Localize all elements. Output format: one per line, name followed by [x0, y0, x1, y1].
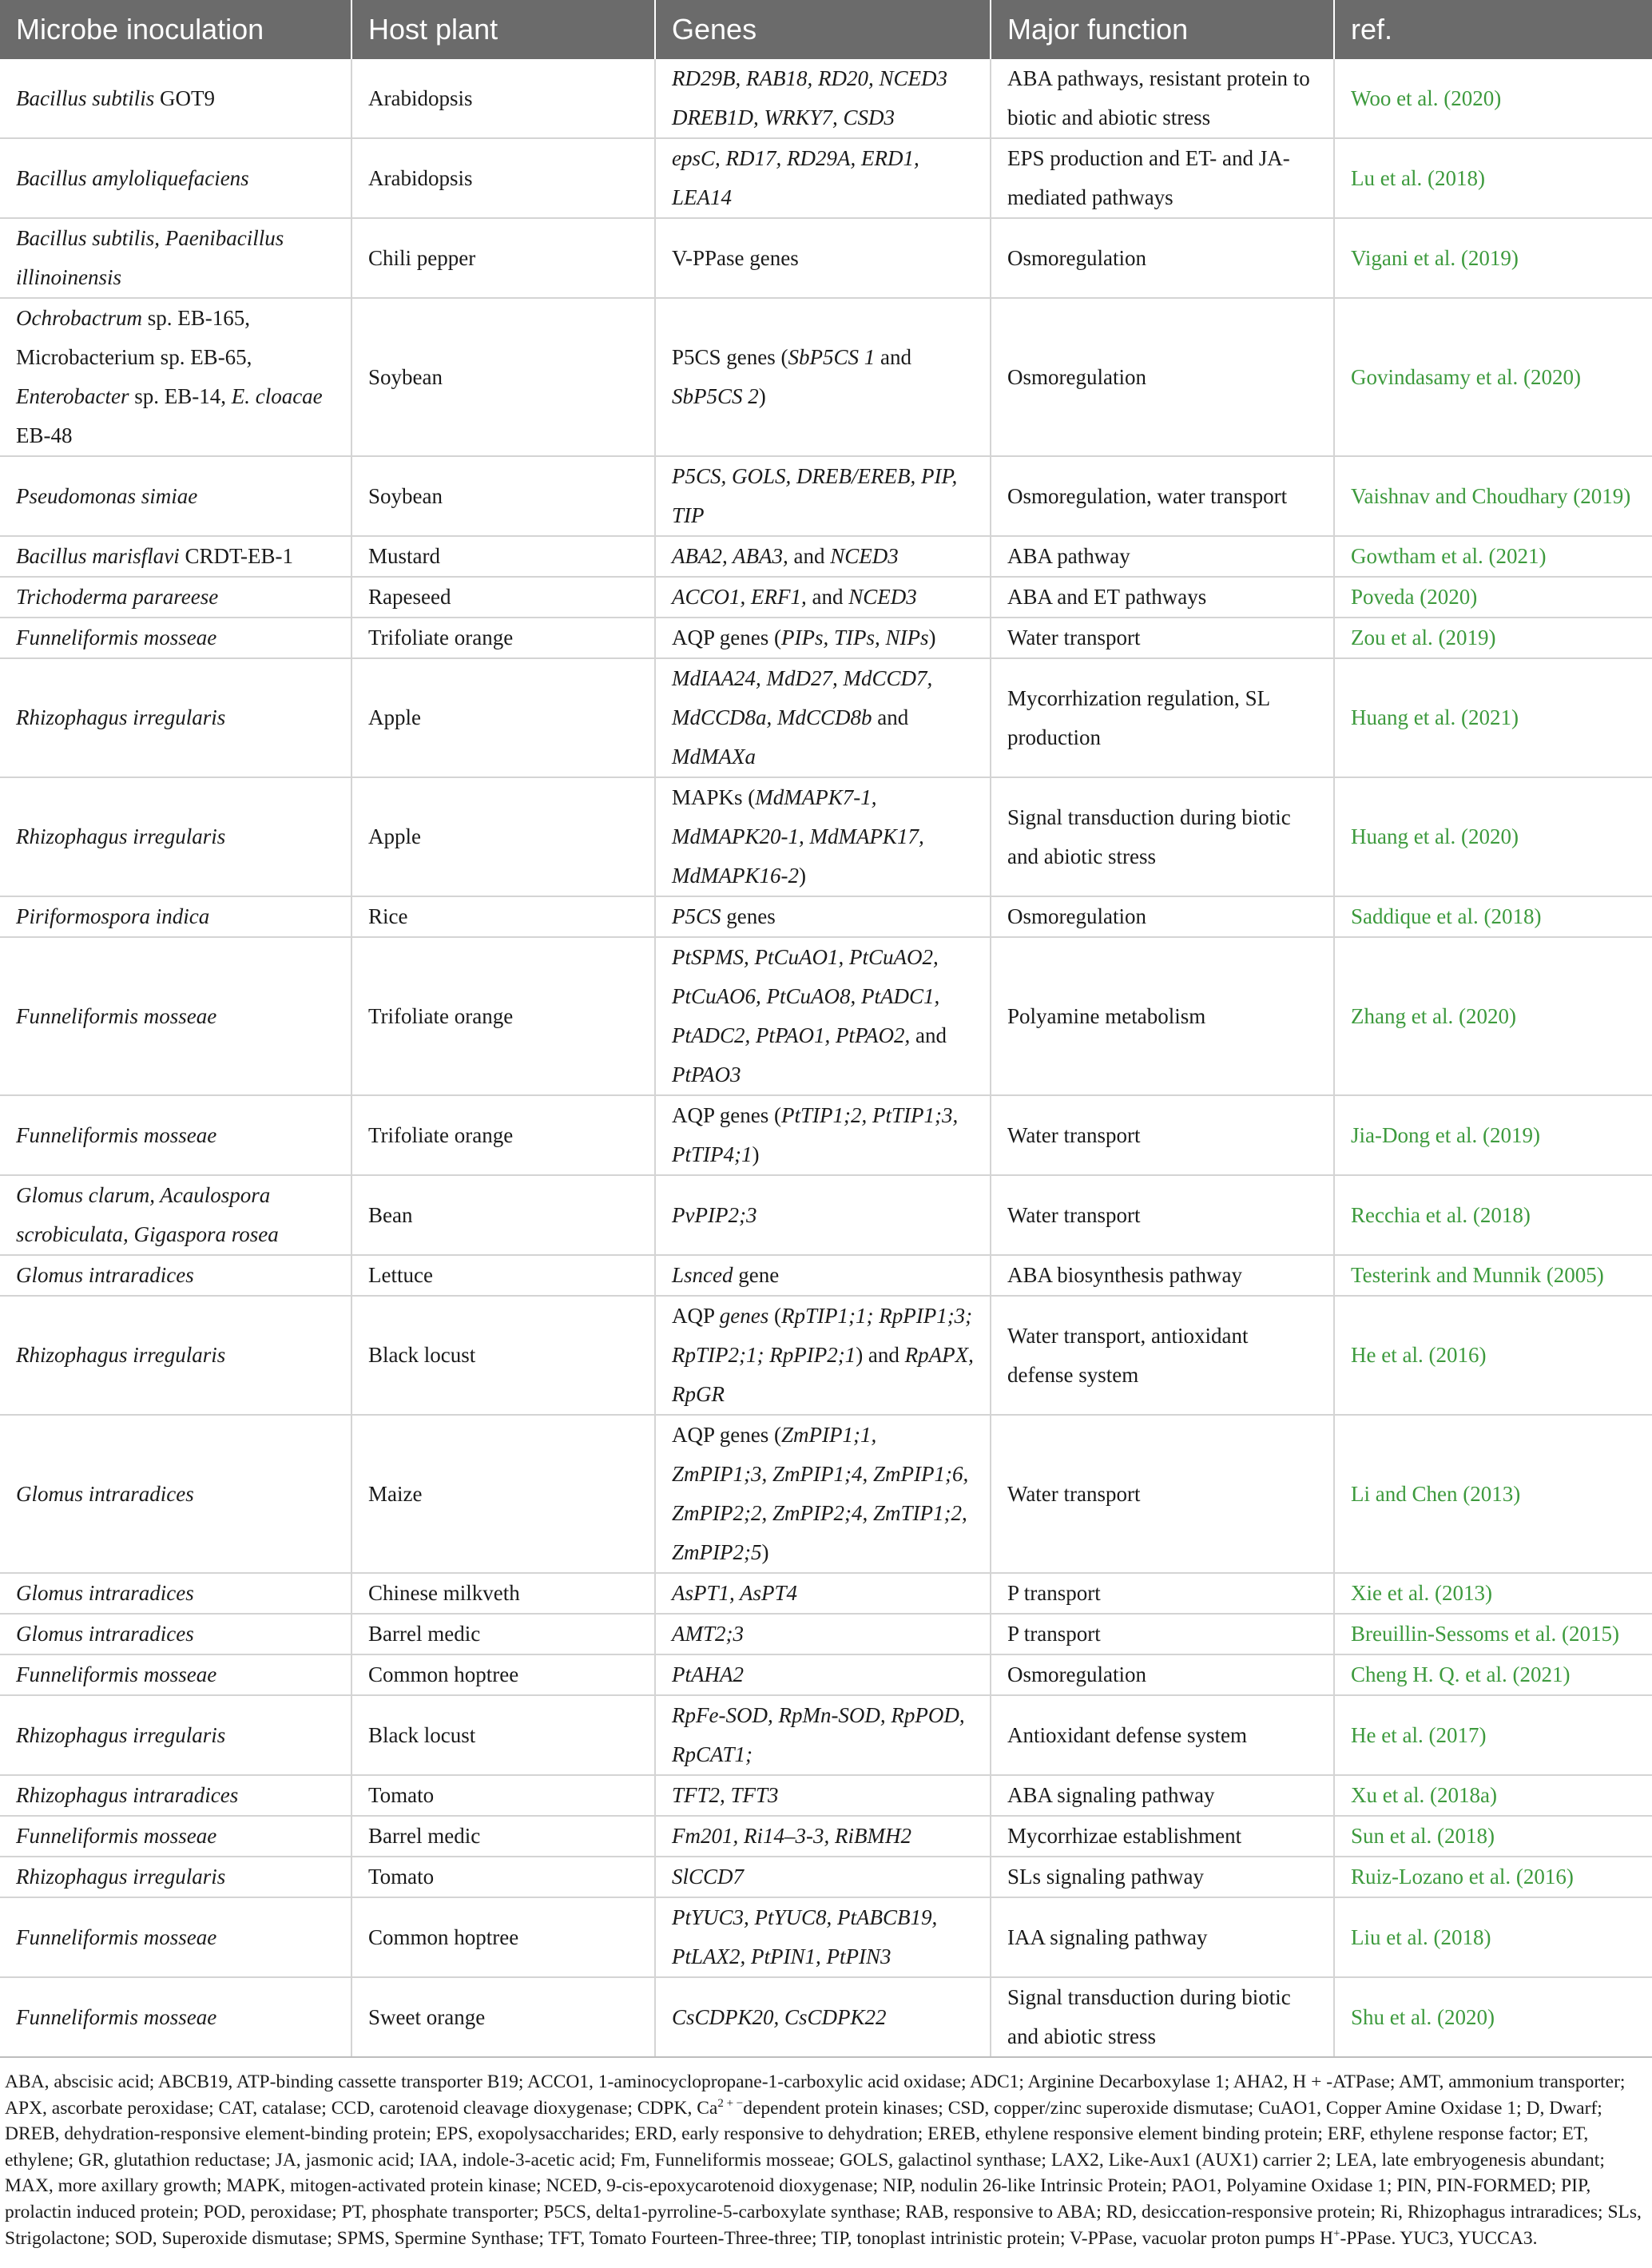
cell-reference[interactable]: Poveda (2020) [1334, 577, 1652, 618]
cell-host-plant: Sweet orange [351, 1977, 655, 2057]
cell-genes: SlCCD7 [655, 1857, 991, 1897]
cell-major-function: Mycorrhization regulation, SL production [991, 658, 1334, 777]
table-row [0, 218, 1652, 298]
header-microbe: Microbe inoculation [0, 0, 351, 59]
cell-microbe: Glomus intraradices [0, 1255, 351, 1296]
cell-major-function: Osmoregulation [991, 218, 1334, 298]
cell-major-function: Mycorrhizae establishment [991, 1816, 1334, 1857]
cell-major-function: Signal transduction during biotic and abiotic stress [991, 777, 1334, 896]
table-row [0, 536, 1652, 577]
cell-host-plant: Black locust [351, 1695, 655, 1775]
cell-genes: AsPT1, AsPT4 [655, 1573, 991, 1614]
cell-major-function: P transport [991, 1614, 1334, 1654]
cell-reference[interactable]: Ruiz-Lozano et al. (2016) [1334, 1857, 1652, 1897]
cell-major-function: Water transport [991, 618, 1334, 658]
header-genes: Genes [655, 0, 991, 59]
cell-genes: TFT2, TFT3 [655, 1775, 991, 1816]
cell-host-plant: Trifoliate orange [351, 1095, 655, 1175]
cell-major-function: ABA and ET pathways [991, 577, 1334, 618]
cell-microbe: Rhizophagus irregularis [0, 1857, 351, 1897]
cell-microbe: Rhizophagus irregularis [0, 1695, 351, 1775]
cell-microbe: Trichoderma parareese [0, 577, 351, 618]
cell-host-plant: Trifoliate orange [351, 618, 655, 658]
cell-microbe: Bacillus subtilis, Paenibacillus illinoinensis [0, 218, 351, 298]
cell-microbe: Glomus intraradices [0, 1614, 351, 1654]
cell-genes: V-PPase genes [655, 218, 991, 298]
table-row [0, 1296, 1652, 1415]
cell-genes: AQP genes (ZmPIP1;1, ZmPIP1;3, ZmPIP1;4, ZmPIP1;6, ZmPIP2;2, ZmPIP2;4, ZmTIP1;2, ZmPIP2;5) [655, 1415, 991, 1573]
cell-major-function: Water transport [991, 1415, 1334, 1573]
cell-genes: PvPIP2;3 [655, 1175, 991, 1255]
cell-microbe: Bacillus amyloliquefaciens [0, 138, 351, 218]
cell-host-plant: Tomato [351, 1775, 655, 1816]
cell-reference[interactable]: Li and Chen (2013) [1334, 1415, 1652, 1573]
cell-genes: AQP genes (PIPs, TIPs, NIPs) [655, 618, 991, 658]
table-row [0, 456, 1652, 536]
table-row [0, 1175, 1652, 1255]
cell-host-plant: Tomato [351, 1857, 655, 1897]
cell-microbe: Piriformospora indica [0, 896, 351, 937]
cell-microbe: Rhizophagus irregularis [0, 1296, 351, 1415]
cell-reference[interactable]: Testerink and Munnik (2005) [1334, 1255, 1652, 1296]
cell-reference[interactable]: Zhang et al. (2020) [1334, 937, 1652, 1095]
cell-major-function: ABA biosynthesis pathway [991, 1255, 1334, 1296]
cell-reference[interactable]: Breuillin-Sessoms et al. (2015) [1334, 1614, 1652, 1654]
cell-host-plant: Black locust [351, 1296, 655, 1415]
cell-reference[interactable]: Vaishnav and Choudhary (2019) [1334, 456, 1652, 536]
table-row [0, 618, 1652, 658]
table-row [0, 1573, 1652, 1614]
header-ref: ref. [1334, 0, 1652, 59]
cell-major-function: Osmoregulation [991, 1654, 1334, 1695]
cell-genes: CsCDPK20, CsCDPK22 [655, 1977, 991, 2057]
cell-host-plant: Rice [351, 896, 655, 937]
table-row [0, 1654, 1652, 1695]
cell-host-plant: Apple [351, 658, 655, 777]
table-row [0, 298, 1652, 456]
cell-microbe: Funneliformis mosseae [0, 618, 351, 658]
cell-major-function: ABA pathway [991, 536, 1334, 577]
cell-microbe: Rhizophagus irregularis [0, 777, 351, 896]
cell-genes: ACCO1, ERF1, and NCED3 [655, 577, 991, 618]
cell-reference[interactable]: Xu et al. (2018a) [1334, 1775, 1652, 1816]
table-row [0, 138, 1652, 218]
cell-major-function: Water transport [991, 1175, 1334, 1255]
cell-host-plant: Rapeseed [351, 577, 655, 618]
cell-reference[interactable]: Gowtham et al. (2021) [1334, 536, 1652, 577]
cell-major-function: Osmoregulation [991, 298, 1334, 456]
table-row [0, 937, 1652, 1095]
cell-microbe: Glomus intraradices [0, 1573, 351, 1614]
cell-genes: PtSPMS, PtCuAO1, PtCuAO2, PtCuAO6, PtCuAO8, PtADC1, PtADC2, PtPAO1, PtPAO2, and PtPAO3 [655, 937, 991, 1095]
table-row [0, 1415, 1652, 1573]
cell-microbe: Glomus clarum, Acaulospora scrobiculata, Gigaspora rosea [0, 1175, 351, 1255]
cell-genes: MdIAA24, MdD27, MdCCD7, MdCCD8a, MdCCD8b and MdMAXa [655, 658, 991, 777]
cell-major-function: ABA signaling pathway [991, 1775, 1334, 1816]
cell-host-plant: Maize [351, 1415, 655, 1573]
cell-reference[interactable]: Shu et al. (2020) [1334, 1977, 1652, 2057]
table-row [0, 777, 1652, 896]
cell-host-plant: Mustard [351, 536, 655, 577]
cell-genes: RpFe-SOD, RpMn-SOD, RpPOD, RpCAT1; [655, 1695, 991, 1775]
cell-host-plant: Common hoptree [351, 1654, 655, 1695]
cell-reference[interactable]: Huang et al. (2021) [1334, 658, 1652, 777]
cell-microbe: Rhizophagus intraradices [0, 1775, 351, 1816]
cell-microbe: Ochrobactrum sp. EB-165, Microbacterium sp. EB-65, Enterobacter sp. EB-14, E. cloacae EB-48 [0, 298, 351, 456]
table-row [0, 1816, 1652, 1857]
table-row [0, 658, 1652, 777]
cell-major-function: Water transport [991, 1095, 1334, 1175]
cell-reference[interactable]: Liu et al. (2018) [1334, 1897, 1652, 1977]
header-row [0, 0, 1652, 59]
cell-microbe: Funneliformis mosseae [0, 1897, 351, 1977]
table-row [0, 1095, 1652, 1175]
cell-genes: ABA2, ABA3, and NCED3 [655, 536, 991, 577]
cell-genes: P5CS genes (SbP5CS 1 and SbP5CS 2) [655, 298, 991, 456]
cell-major-function: Osmoregulation, water transport [991, 456, 1334, 536]
cell-reference[interactable]: Sun et al. (2018) [1334, 1816, 1652, 1857]
cell-major-function: Antioxidant defense system [991, 1695, 1334, 1775]
cell-host-plant: Lettuce [351, 1255, 655, 1296]
cell-genes: AQP genes (RpTIP1;1; RpPIP1;3; RpTIP2;1; RpPIP2;1) and RpAPX, RpGR [655, 1296, 991, 1415]
cell-microbe: Funneliformis mosseae [0, 1095, 351, 1175]
table-row [0, 896, 1652, 937]
cell-major-function: P transport [991, 1573, 1334, 1614]
cell-reference[interactable]: Xie et al. (2013) [1334, 1573, 1652, 1614]
cell-major-function: Signal transduction during biotic and abiotic stress [991, 1977, 1334, 2057]
cell-major-function: ABA pathways, resistant protein to biotic and abiotic stress [991, 59, 1334, 138]
cell-microbe: Rhizophagus irregularis [0, 658, 351, 777]
table-header [0, 0, 1652, 59]
table-row [0, 1897, 1652, 1977]
table-footnote: ABA, abscisic acid; ABCB19, ATP-binding cassette transporter B19; ACCO1, 1-aminocyclopropane-1-carboxylic acid oxidase; ADC1; Arginine Decarboxylase 1; AHA2, H + -ATPase; AMT, ammonium transporter; APX, ascorbate peroxidase; CAT, catalase; CCD, carotenoid cleavage dioxygenase; CDPK, $Ca^{2 + -}dependent$ protein kinases; CSD, copper/zinc superoxide dismutase; CuAO1, Copper Amine Oxidase 1; D, Dwarf; DREB, dehydration-responsive element-binding protein; EPS, exopolysaccharides; ERD, early responsive to dehydration; EREB, ethylene responsive element binding protein; ERF, ethylene response factor; ET, ethylene; GR, glutathion reductase; JA, jasmonic acid; IAA, indole-3-acetic acid; Fm, Funneliformis mosseae; GOLS, galactinol synthase; LAX2, Like-Aux1 (AUX1) carrier 2; LEA, late embryogenesis abundant; MAX, more axillary growth; MAPK, mitogen-activated protein kinase; NCED, 9-cis-epoxycarotenoid dioxygenase; NIP, nodulin 26-like Intrinsic Protein; PAO1, Polyamine Oxidase 1; PIN, PIN-FORMED; PIP, prolactin induced protein; POD, peroxidase; PT, phosphate transporter; P5CS, delta1-pyrroline-5-carboxylate synthase; RAB, responsive to ABA; RD, desiccation-responsive protein; Ri, Rhizophagus intraradices; SLs, Strigolactone; SOD, Superoxide dismutase; SPMS, Spermine Synthase; TFT, Tomato Fourteen-Three-three; TIP, tonoplast intrinistic protein; V-PPase, vacuolar proton pumps H+-PPase. YUC3, YUCCA3. [5, 2071, 1642, 2249]
cell-host-plant: Arabidopsis [351, 138, 655, 218]
header-host: Host plant [351, 0, 655, 59]
cell-host-plant: Bean [351, 1175, 655, 1255]
table-row [0, 1775, 1652, 1816]
cell-host-plant: Arabidopsis [351, 59, 655, 138]
header-function: Major function [991, 0, 1334, 59]
table-row [0, 1614, 1652, 1654]
cell-major-function: EPS production and ET- and JA-mediated pathways [991, 138, 1334, 218]
table-row [0, 59, 1652, 138]
cell-reference[interactable]: Cheng H. Q. et al. (2021) [1334, 1654, 1652, 1695]
cell-microbe: Glomus intraradices [0, 1415, 351, 1573]
cell-reference[interactable]: Woo et al. (2020) [1334, 59, 1652, 138]
table-row [0, 577, 1652, 618]
cell-host-plant: Common hoptree [351, 1897, 655, 1977]
cell-reference[interactable]: He et al. (2016) [1334, 1296, 1652, 1415]
cell-reference[interactable]: Recchia et al. (2018) [1334, 1175, 1652, 1255]
table-body [0, 59, 1652, 2057]
cell-host-plant: Trifoliate orange [351, 937, 655, 1095]
cell-genes: AMT2;3 [655, 1614, 991, 1654]
cell-reference[interactable]: Govindasamy et al. (2020) [1334, 298, 1652, 456]
cell-genes: Fm201, Ri14–3-3, RiBMH2 [655, 1816, 991, 1857]
cell-reference[interactable]: Lu et al. (2018) [1334, 138, 1652, 218]
table-row [0, 1857, 1652, 1897]
cell-genes: P5CS genes [655, 896, 991, 937]
cell-reference[interactable]: Vigani et al. (2019) [1334, 218, 1652, 298]
cell-microbe: Bacillus marisflavi CRDT-EB-1 [0, 536, 351, 577]
table-row [0, 1255, 1652, 1296]
cell-host-plant: Chinese milkveth [351, 1573, 655, 1614]
cell-host-plant: Soybean [351, 298, 655, 456]
cell-genes: AQP genes (PtTIP1;2, PtTIP1;3, PtTIP4;1) [655, 1095, 991, 1175]
cell-genes: PtAHA2 [655, 1654, 991, 1695]
cell-genes: RD29B, RAB18, RD20, NCED3 DREB1D, WRKY7, CSD3 [655, 59, 991, 138]
cell-major-function: Water transport, antioxidant defense system [991, 1296, 1334, 1415]
cell-microbe: Funneliformis mosseae [0, 1654, 351, 1695]
cell-reference[interactable]: He et al. (2017) [1334, 1695, 1652, 1775]
cell-reference[interactable]: Huang et al. (2020) [1334, 777, 1652, 896]
table-row [0, 1695, 1652, 1775]
cell-genes: Lsnced gene [655, 1255, 991, 1296]
cell-host-plant: Soybean [351, 456, 655, 536]
cell-reference[interactable]: Zou et al. (2019) [1334, 618, 1652, 658]
cell-host-plant: Barrel medic [351, 1614, 655, 1654]
cell-host-plant: Apple [351, 777, 655, 896]
cell-major-function: IAA signaling pathway [991, 1897, 1334, 1977]
cell-genes: epsC, RD17, RD29A, ERD1, LEA14 [655, 138, 991, 218]
cell-reference[interactable]: Saddique et al. (2018) [1334, 896, 1652, 937]
cell-major-function: SLs signaling pathway [991, 1857, 1334, 1897]
cell-microbe: Pseudomonas simiae [0, 456, 351, 536]
cell-host-plant: Barrel medic [351, 1816, 655, 1857]
cell-genes: PtYUC3, PtYUC8, PtABCB19, PtLAX2, PtPIN1, PtPIN3 [655, 1897, 991, 1977]
cell-reference[interactable]: Jia-Dong et al. (2019) [1334, 1095, 1652, 1175]
cell-genes: P5CS, GOLS, DREB/EREB, PIP, TIP [655, 456, 991, 536]
cell-microbe: Funneliformis mosseae [0, 1977, 351, 2057]
cell-microbe: Funneliformis mosseae [0, 1816, 351, 1857]
cell-microbe: Funneliformis mosseae [0, 937, 351, 1095]
cell-microbe: Bacillus subtilis GOT9 [0, 59, 351, 138]
cell-major-function: Osmoregulation [991, 896, 1334, 937]
table-row [0, 1977, 1652, 2057]
cell-host-plant: Chili pepper [351, 218, 655, 298]
cell-genes: MAPKs (MdMAPK7-1, MdMAPK20-1, MdMAPK17, MdMAPK16-2) [655, 777, 991, 896]
cell-major-function: Polyamine metabolism [991, 937, 1334, 1095]
